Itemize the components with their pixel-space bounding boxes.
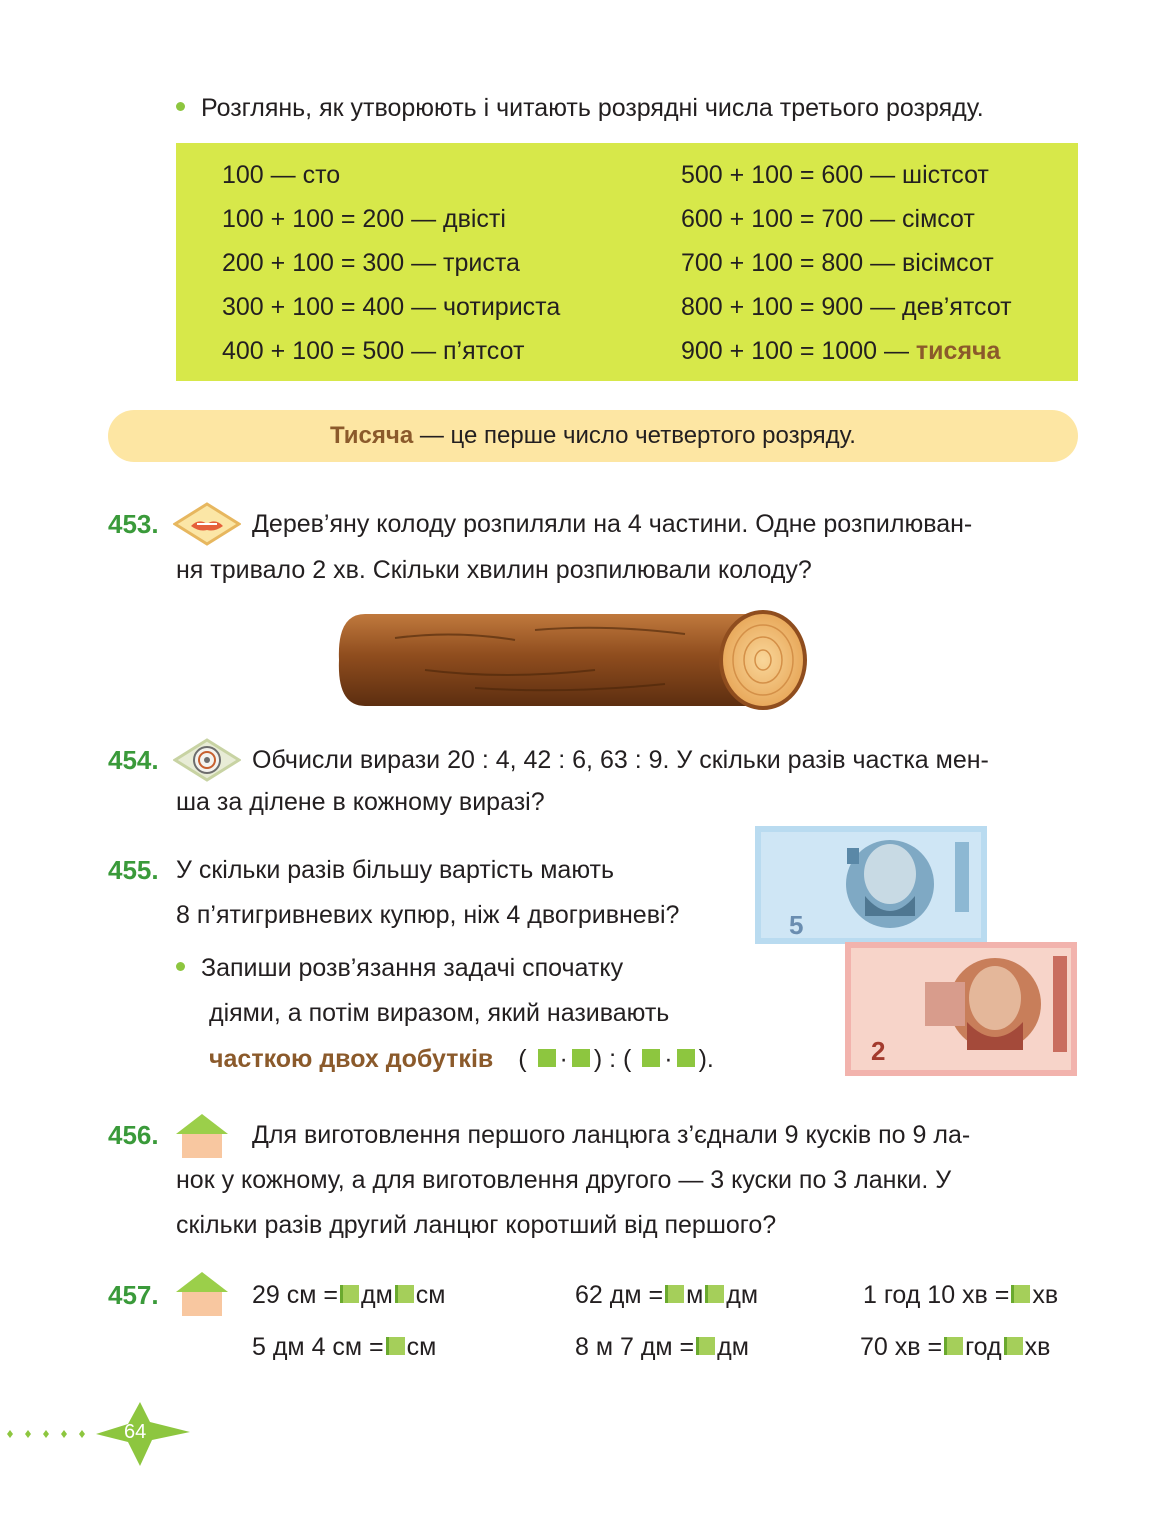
table-row: 500 + 100 = 600 — шістсот [681,161,989,189]
table-row: 700 + 100 = 800 — вісімсот [681,249,994,277]
task-456-line1: Для виготовлення першого ланцюга з’єднали 9 кусків по 9 ла- [252,1121,971,1149]
paren-middle: ) : ( [593,1045,632,1073]
rule-box [108,410,1078,462]
hundreds-table [176,143,1078,381]
rule-word: Тисяча [330,422,414,449]
table-row-prefix: 900 + 100 = 1000 — [681,337,916,365]
task-455-line2: 8 п’ятигривневих купюр, ніж 4 двогривневі? [176,901,680,929]
paren-close: ). [698,1045,714,1073]
conversion-lhs: 70 хв = [860,1333,943,1361]
thousand-word: тисяча [915,337,1001,365]
target-icon [173,738,241,782]
task-455-number: 455. [108,855,159,885]
unit-label: см [406,1333,437,1361]
blank-square-icon [386,1337,405,1355]
product-quotient-term: часткою двох добутків [209,1045,494,1073]
unit-label: дм [717,1333,749,1361]
blank-square-icon [340,1285,359,1303]
blank-square-icon [1011,1285,1030,1303]
task-456-line2: нок у кожному, а для виготовлення другого — 3 куски по 3 ланки. У [176,1166,952,1194]
dot-sign: · [664,1045,673,1073]
dot-sign: · [559,1045,568,1073]
conversion-8m7dm [575,1325,749,1369]
task-454-line1: Обчисли вирази 20 : 4, 42 : 6, 63 : 9. У скільки разів частка мен- [252,746,989,774]
conversion-5dm4cm [252,1325,436,1369]
task-453-line2: ня тривало 2 хв. Скільки хвилин розпилювали колоду? [176,556,812,584]
house-icon [174,1270,230,1318]
table-row: 200 + 100 = 300 — триста [222,249,520,277]
hundreds-right-column [681,153,1012,373]
unit-label: хв [1024,1333,1051,1361]
blank-square-icon [572,1049,590,1067]
task-455-b1: Запиши розв’язання задачі спочатку [201,954,624,982]
blank-square-icon [696,1337,715,1355]
conversion-70min [860,1325,1050,1369]
blank-square-icon [642,1049,660,1067]
conversion-lhs: 29 см = [252,1281,338,1309]
bullet-icon [176,962,185,971]
table-row: 100 — сто [222,161,341,189]
blank-square-icon [1004,1337,1023,1355]
unit-label: м [686,1281,704,1309]
blank-square-icon [705,1285,724,1303]
task-455-bullet1 [176,946,623,990]
table-row: 300 + 100 = 400 — чотириста [222,293,561,321]
handshake-icon [173,502,241,546]
unit-label: год [965,1333,1002,1361]
page-number: 64 [124,1421,147,1443]
task-456-number: 456. [108,1120,159,1150]
house-icon [174,1112,230,1160]
intro-text: Розглянь, як утворюють і читають розрядні числа третього розряду. [201,94,984,122]
blank-square-icon [677,1049,695,1067]
hundreds-left-column [222,153,560,373]
table-row: 400 + 100 = 500 — п’ятсот [222,337,525,365]
blank-square-icon [395,1285,414,1303]
banknote-2-label: 2 [871,1036,886,1066]
unit-label: хв [1032,1281,1059,1309]
task-453-number: 453. [108,509,159,539]
conversion-lhs: 8 м 7 дм = [575,1333,695,1361]
task-455-b2: діями, а потім виразом, який називають [209,999,670,1027]
task-457-number: 457. [108,1280,159,1310]
table-row: 600 + 100 = 700 — сімсот [681,205,975,233]
task-453-line1: Дерев’яну колоду розпиляли на 4 частини. Одне розпилюван- [252,510,973,538]
banknote-2-hryvnia [845,942,1077,1081]
rule-text: — це перше число четвертого розряду. [413,422,856,449]
conversion-1h10min [863,1273,1058,1317]
task-454-number: 454. [108,745,159,775]
task-455-b3 [209,1037,714,1081]
conversion-62dm [575,1273,758,1317]
blank-square-icon [944,1337,963,1355]
task-455-line1: У скільки разів більшу вартість мають [176,856,614,884]
blank-square-icon [538,1049,556,1067]
unit-label: см [415,1281,446,1309]
paren-open: ( [518,1045,527,1073]
blank-square-icon [665,1285,684,1303]
log-illustration [335,608,815,717]
banknote-5-hryvnia [755,826,987,949]
conversion-29cm [252,1273,445,1317]
unit-label: дм [361,1281,393,1309]
table-row [681,329,1012,373]
page-number-ornament [0,1400,200,1475]
intro-line [176,86,984,130]
table-row: 800 + 100 = 900 — дев’ятсот [681,293,1012,321]
table-row: 100 + 100 = 200 — двісті [222,205,506,233]
conversion-lhs: 5 дм 4 см = [252,1333,384,1361]
unit-label: дм [726,1281,759,1309]
bullet-icon [176,102,185,111]
banknote-5-label: 5 [789,910,804,940]
conversion-lhs: 1 год 10 хв = [863,1281,1010,1309]
conversion-lhs: 62 дм = [575,1281,664,1309]
task-454-line2: ша за ділене в кожному виразі? [176,788,545,816]
task-456-line3: скільки разів другий ланцюг коротший від першого? [176,1211,777,1239]
